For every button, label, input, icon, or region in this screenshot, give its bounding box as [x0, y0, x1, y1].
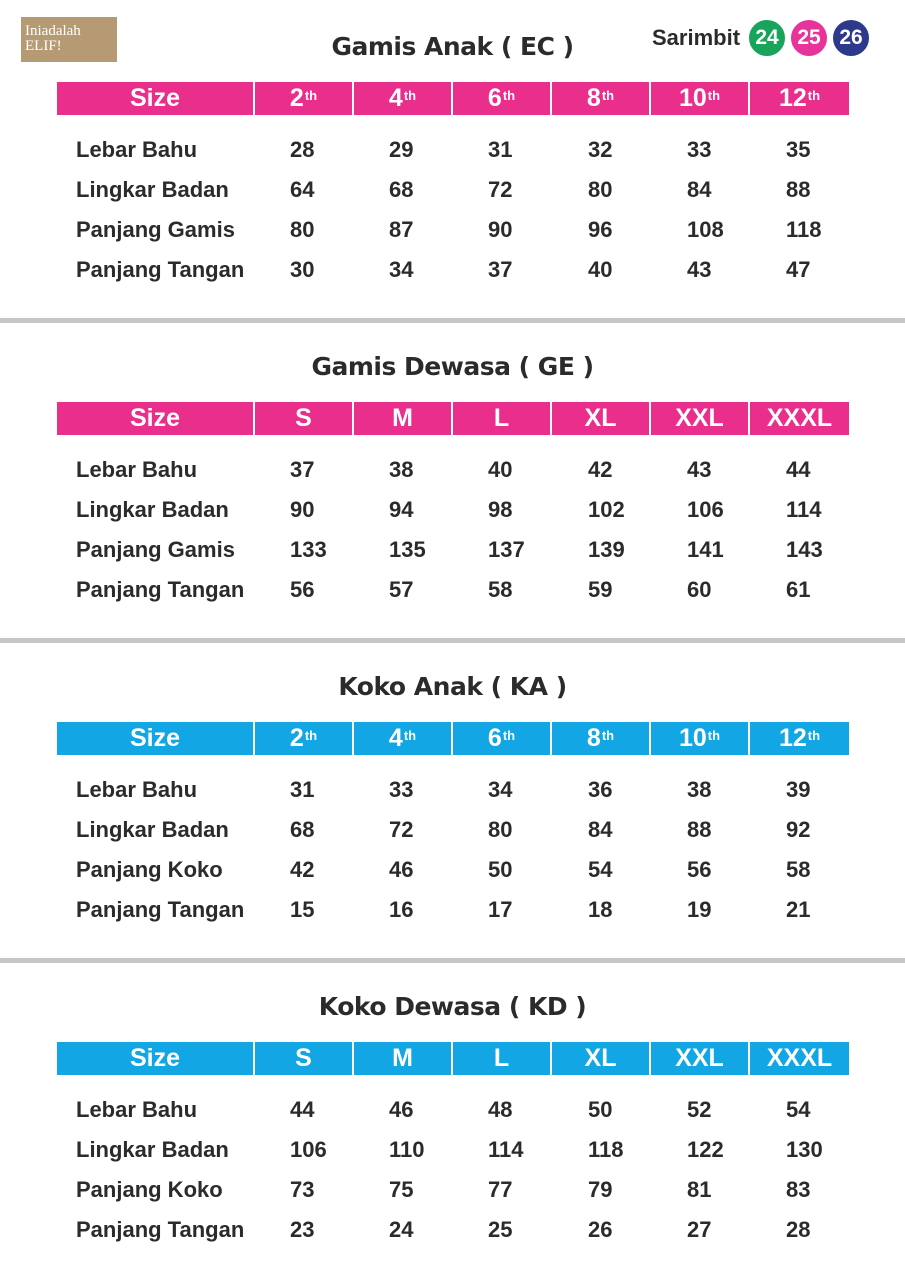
table-row: [0, 577, 905, 617]
section-divider: [0, 958, 905, 963]
measurement-value: 114: [786, 497, 822, 522]
table-header-row: [57, 402, 849, 435]
table-row: [0, 1217, 905, 1257]
measurement-value: 80: [290, 217, 315, 242]
measurement-value: 44: [290, 1097, 315, 1122]
measurement-value: 43: [687, 257, 712, 282]
measurement-label: Panjang Tangan: [76, 897, 245, 922]
table-header-row: [57, 82, 849, 115]
header-size-column: [255, 82, 354, 115]
header-size-column: [255, 1042, 354, 1075]
header-size-column: [552, 722, 651, 755]
measurement-value: 61: [786, 577, 811, 602]
measurement-value: 106: [687, 497, 724, 522]
measurement-value: 29: [389, 137, 414, 162]
measurement-label: Panjang Gamis: [76, 537, 235, 562]
measurement-value: 43: [687, 457, 712, 482]
measurement-value: 73: [290, 1177, 315, 1202]
measurement-label: Lingkar Badan: [76, 1137, 229, 1162]
section-title: Gamis Anak ( EC ): [331, 32, 574, 61]
size-value: XXL: [675, 404, 724, 432]
measurement-value: 34: [488, 777, 513, 802]
table-row: [0, 777, 905, 817]
size-value: L: [493, 1044, 510, 1072]
measurement-value: 37: [488, 257, 513, 282]
table-header-row: [57, 1042, 849, 1075]
measurement-value: 18: [588, 897, 613, 922]
measurement-value: 108: [687, 217, 724, 242]
measurement-value: 88: [687, 817, 712, 842]
table-row: [0, 897, 905, 937]
measurement-value: 141: [687, 537, 724, 562]
measurement-value: 17: [488, 897, 513, 922]
measurement-value: 33: [687, 137, 712, 162]
size-suffix: th: [807, 88, 821, 103]
sarimbit-badge-26: 26: [832, 19, 870, 57]
measurement-value: 139: [588, 537, 625, 562]
measurement-label: Panjang Tangan: [76, 577, 245, 602]
measurement-value: 33: [389, 777, 414, 802]
size-suffix: th: [403, 88, 417, 103]
header-size-column: [453, 402, 552, 435]
section-title: Koko Anak ( KA ): [338, 672, 567, 701]
header-size-column: [453, 722, 552, 755]
measurement-value: 56: [687, 857, 712, 882]
header-size-label: Size: [57, 722, 255, 755]
size-suffix: th: [707, 728, 721, 743]
measurement-value: 77: [488, 1177, 513, 1202]
measurement-value: 42: [588, 457, 613, 482]
measurement-value: 54: [588, 857, 613, 882]
header-size-column: [255, 402, 354, 435]
size-value: XL: [584, 404, 617, 432]
measurement-value: 58: [786, 857, 811, 882]
measurement-value: 15: [290, 897, 315, 922]
size-suffix: th: [502, 88, 516, 103]
measurement-value: 68: [389, 177, 414, 202]
measurement-value: 59: [588, 577, 613, 602]
header-size-column: [750, 1042, 849, 1075]
table-row: [0, 137, 905, 177]
header-size-column: [354, 722, 453, 755]
section-title: Gamis Dewasa ( GE ): [311, 352, 594, 381]
measurement-value: 28: [290, 137, 315, 162]
measurement-value: 60: [687, 577, 712, 602]
measurement-value: 31: [488, 137, 513, 162]
header-size-column: [651, 82, 750, 115]
measurement-value: 21: [786, 897, 811, 922]
measurement-value: 88: [786, 177, 811, 202]
measurement-value: 58: [488, 577, 513, 602]
size-value: 12: [778, 84, 807, 112]
measurement-value: 84: [687, 177, 712, 202]
header-size-column: [750, 722, 849, 755]
measurement-value: 72: [389, 817, 414, 842]
measurement-value: 31: [290, 777, 315, 802]
size-value: S: [295, 1044, 312, 1072]
measurement-value: 26: [588, 1217, 613, 1242]
section-divider: [0, 318, 905, 323]
measurement-value: 27: [687, 1217, 712, 1242]
measurement-value: 64: [290, 177, 315, 202]
header-size-column: [453, 1042, 552, 1075]
measurement-value: 39: [786, 777, 811, 802]
measurement-value: 40: [588, 257, 613, 282]
size-value: XL: [584, 1044, 617, 1072]
measurement-value: 130: [786, 1137, 823, 1162]
measurement-value: 90: [290, 497, 315, 522]
measurement-value: 110: [389, 1137, 425, 1162]
measurement-value: 38: [389, 457, 414, 482]
size-value: 2: [289, 84, 304, 112]
measurement-value: 35: [786, 137, 811, 162]
measurement-value: 24: [389, 1217, 414, 1242]
measurement-value: 42: [290, 857, 315, 882]
measurement-value: 98: [488, 497, 513, 522]
size-suffix: th: [807, 728, 821, 743]
size-value: 6: [487, 84, 502, 112]
header-size-column: [354, 402, 453, 435]
measurement-value: 56: [290, 577, 315, 602]
size-value: 6: [487, 724, 502, 752]
measurement-value: 118: [588, 1137, 624, 1162]
size-value: 8: [586, 724, 601, 752]
table-row: [0, 217, 905, 257]
table-row: [0, 177, 905, 217]
size-value: 2: [289, 724, 304, 752]
header-size-column: [651, 1042, 750, 1075]
header-size-column: [552, 82, 651, 115]
header-size-column: [354, 1042, 453, 1075]
measurement-value: 102: [588, 497, 625, 522]
header-size-label: Size: [57, 82, 255, 115]
size-value: M: [392, 1044, 413, 1072]
measurement-value: 80: [588, 177, 613, 202]
table-header-row: [57, 722, 849, 755]
measurement-label: Panjang Koko: [76, 1177, 223, 1202]
size-value: XXXL: [766, 1044, 833, 1072]
table-row: [0, 537, 905, 577]
table-row: [0, 497, 905, 537]
size-value: 8: [586, 84, 601, 112]
measurement-value: 36: [588, 777, 613, 802]
size-value: XXL: [675, 1044, 724, 1072]
measurement-value: 118: [786, 217, 822, 242]
measurement-value: 114: [488, 1137, 524, 1162]
measurement-value: 25: [488, 1217, 513, 1242]
header-size-column: [750, 402, 849, 435]
measurement-value: 94: [389, 497, 414, 522]
header-size-column: [552, 1042, 651, 1075]
measurement-value: 79: [588, 1177, 613, 1202]
measurement-value: 72: [488, 177, 513, 202]
table-row: [0, 1097, 905, 1137]
measurement-label: Lebar Bahu: [76, 777, 198, 802]
measurement-value: 16: [389, 897, 414, 922]
header-size-column: [651, 722, 750, 755]
measurement-value: 96: [588, 217, 613, 242]
size-suffix: th: [707, 88, 721, 103]
logo-line-2: ELIF!: [25, 38, 62, 54]
header-size-column: [453, 82, 552, 115]
size-value: S: [295, 404, 312, 432]
measurement-label: Lingkar Badan: [76, 817, 229, 842]
measurement-value: 106: [290, 1137, 327, 1162]
measurement-value: 122: [687, 1137, 724, 1162]
measurement-value: 40: [488, 457, 513, 482]
measurement-value: 75: [389, 1177, 414, 1202]
header-size-column: [651, 402, 750, 435]
size-value: 12: [778, 724, 807, 752]
measurement-value: 92: [786, 817, 811, 842]
measurement-value: 46: [389, 1097, 414, 1122]
measurement-value: 46: [389, 857, 414, 882]
table-row: [0, 1137, 905, 1177]
measurement-value: 54: [786, 1097, 811, 1122]
measurement-value: 47: [786, 257, 811, 282]
measurement-label: Lingkar Badan: [76, 497, 229, 522]
size-value: L: [493, 404, 510, 432]
measurement-value: 133: [290, 537, 327, 562]
size-suffix: th: [601, 88, 615, 103]
size-suffix: th: [403, 728, 417, 743]
sarimbit-label: Sarimbit: [652, 25, 741, 50]
table-row: [0, 1177, 905, 1217]
section-title: Koko Dewasa ( KD ): [318, 992, 587, 1021]
measurement-value: 28: [786, 1217, 811, 1242]
header-size-column: [750, 82, 849, 115]
size-value: XXXL: [766, 404, 833, 432]
measurement-value: 34: [389, 257, 414, 282]
measurement-value: 84: [588, 817, 613, 842]
measurement-value: 50: [588, 1097, 613, 1122]
measurement-label: Panjang Tangan: [76, 257, 245, 282]
size-value: 4: [388, 724, 403, 752]
measurement-label: Panjang Tangan: [76, 1217, 245, 1242]
table-row: [0, 257, 905, 297]
section-divider: [0, 638, 905, 643]
measurement-label: Panjang Gamis: [76, 217, 235, 242]
size-value: M: [392, 404, 413, 432]
header-size-column: [255, 722, 354, 755]
size-value: 10: [678, 84, 707, 112]
sarimbit-badge-25: 25: [790, 19, 828, 57]
header-size-label: Size: [57, 402, 255, 435]
measurement-value: 87: [389, 217, 414, 242]
header-size-label: Size: [57, 1042, 255, 1075]
measurement-value: 37: [290, 457, 315, 482]
size-suffix: th: [304, 88, 318, 103]
measurement-value: 143: [786, 537, 823, 562]
size-value: 4: [388, 84, 403, 112]
logo-line-1: Iniadalah: [25, 23, 81, 39]
measurement-value: 38: [687, 777, 712, 802]
size-suffix: th: [304, 728, 318, 743]
table-row: [0, 857, 905, 897]
measurement-label: Lebar Bahu: [76, 137, 198, 162]
measurement-value: 81: [687, 1177, 712, 1202]
measurement-value: 50: [488, 857, 513, 882]
sarimbit-badge-24: 24: [748, 19, 786, 57]
size-suffix: th: [502, 728, 516, 743]
measurement-label: Lebar Bahu: [76, 1097, 198, 1122]
measurement-value: 135: [389, 537, 426, 562]
measurement-value: 32: [588, 137, 613, 162]
measurement-value: 68: [290, 817, 315, 842]
measurement-value: 19: [687, 897, 712, 922]
header-size-column: [354, 82, 453, 115]
size-value: 10: [678, 724, 707, 752]
measurement-value: 83: [786, 1177, 811, 1202]
measurement-label: Lingkar Badan: [76, 177, 229, 202]
measurement-value: 137: [488, 537, 525, 562]
measurement-value: 23: [290, 1217, 315, 1242]
measurement-value: 52: [687, 1097, 712, 1122]
measurement-value: 48: [488, 1097, 513, 1122]
size-suffix: th: [601, 728, 615, 743]
table-row: [0, 817, 905, 857]
measurement-value: 90: [488, 217, 513, 242]
table-row: [0, 457, 905, 497]
measurement-value: 44: [786, 457, 811, 482]
measurement-value: 30: [290, 257, 315, 282]
measurement-label: Panjang Koko: [76, 857, 223, 882]
measurement-value: 80: [488, 817, 513, 842]
measurement-label: Lebar Bahu: [76, 457, 198, 482]
header-size-column: [552, 402, 651, 435]
measurement-value: 57: [389, 577, 414, 602]
